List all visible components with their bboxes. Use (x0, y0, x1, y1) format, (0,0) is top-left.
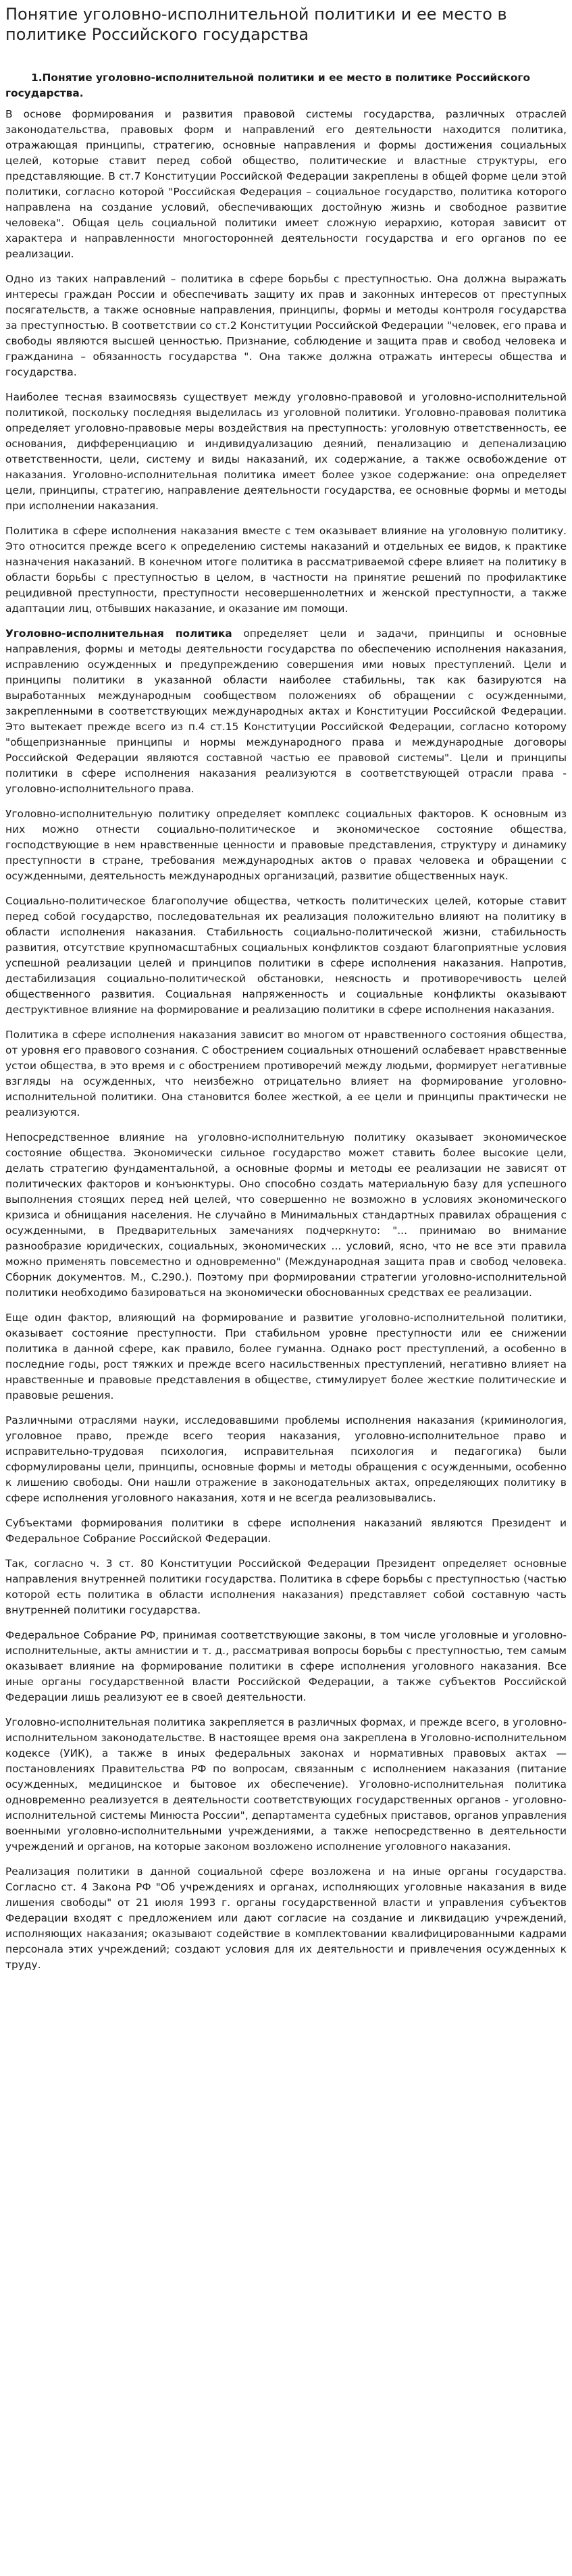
paragraph-text: Реализация политики в данной социальной сфере возложена и на иные органы государства. Согласно ст. 4 Закона РФ "Об учреждениях и органах, исполняющих уголовные наказания в виде лишения свободы" от 21 июля 1993 г. органы государственной власти и управления субъектов Федерации входят с предложением или дают согласие на создание и ликвидацию учреждений, исполняющих наказания; оказывают содействие в комплектовании квалифицированными кадрами персонала этих учреждений; создают условия для их деятельности и привлечения осужденных к труду. (5, 1865, 567, 1971)
paragraph-text: Наиболее тесная взаимосвязь существует между уголовно-правовой и уголовно-исполнительной политикой, поскольку последняя выделилась из уголовной политики. Уголовно-правовая политика определяет уголовно-правовые меры воздействия на преступность: уголовную ответственность, ее основания, дифференциацию и индивидуализацию деяний, пенализацию и депенализацию ответственности, цели, систему и виды наказаний, их содержание, а также освобождение от наказания. Уголовно-исполнительная политика имеет более узкое содержание: она определяет цели, принципы, стратегию, направление деятельности государства, ее основные формы и методы при исполнении наказания. (5, 391, 567, 512)
article-body (5, 107, 567, 1973)
paragraph-text: Социально-политическое благополучие общества, четкость политических целей, которые ставит перед собой государство, последовательная их реализация положительно влияют на политику в области исполнения наказания. Стабильность социально-политической жизни, стабильность развития, отсутствие крупномасштабных социальных конфликтов создают благоприятные условия успешной реализации целей и принципов политики в сфере исполнения наказания. Напротив, дестабилизация социально-политической обстановки, неясность и противоречивость целей общественного развития. Социальная напряженность и социальные конфликты оказывают деструктивное влияние на формирование и реализацию политики в сфере исполнения наказания. (5, 895, 567, 1016)
paragraph (5, 107, 567, 262)
paragraph (5, 894, 567, 1018)
paragraph-text: Так, согласно ч. 3 ст. 80 Конституции Российской Федерации Президент определяет основные направления внутренней политики государства. Политика в сфере борьбы с преступностью (частью которой есть политика в области исполнения наказания) представляет собой составную часть внутренней политики государства. (5, 1557, 567, 1616)
paragraph-text: Политика в сфере исполнения наказания зависит во многом от нравственного состояния общества, от уровня его правового сознания. С обострением социальных отношений ослабевает нравственные устои общества, в это время и с обострением противоречий между людьми, формирует негативные взгляды на осужденных, что неизбежно отрицательно влияет на формирование уголовно-исполнительной политики. Она становится более жесткой, а ее цели и принципы практически не реализуются. (5, 1029, 567, 1118)
section-heading: 1.Понятие уголовно-исполнительной политики и ее место в политике Российского государства. (5, 72, 531, 99)
paragraph (5, 626, 567, 797)
paragraph-text: Уголовно-исполнительная политика закрепляется в различных формах, и прежде всего, в уголовно-исполнительном законодательстве. В настоящее время она закреплена в Уголовно-исполнительном кодексе (УИК), а также в иных федеральных законах и нормативных правовых актах — постановлениях Правительства РФ по вопросам, связанным с исполнением наказания (питание осужденных, медицинское и бытовое их обеспечение). Уголовно-исполнительная политика одновременно реализуется в деятельности соответствующих государственных органов - уголовно-исполнительной системы Минюста России", департамента судебных приставов, органов управления военными уголовно-исполнительными учреждениями, а также непосредственно в деятельности учреждений и органов, на которые законом возложено исполнение уголовного наказания. (5, 1716, 567, 1853)
paragraph (5, 523, 567, 617)
paragraph (5, 1130, 567, 1301)
paragraph (5, 272, 567, 380)
paragraph-text: определяет цели и задачи, принципы и основные направления, формы и методы деятельности государства по обеспечению исполнения наказания, исправлению осужденных и предупреждению совершения ими новых преступлений. Цели и принципы политики в указанной области наиболее стабильны, так как базируются на выработанных международным сообществом положениях об обращении с осужденными, закрепленными в соответствующих международных актах и Конституции Российской Федерации. Это вытекает прежде всего из п.4 ст.15 Конституции Российской Федерации, согласно которому "общепризнанные принципы и нормы международного права и международные договоры Российской Федерации являются составной частью ее правовой системы". Цели и принципы политики в сфере исполнения наказания реализуются в соответствующей отрасли права - уголовно-исполнительного права. (5, 627, 567, 795)
paragraph-text: Субъектами формирования политики в сфере исполнения наказаний являются Президент и Федеральное Собрание Российской Федерации. (5, 1517, 567, 1545)
paragraph (5, 1310, 567, 1403)
paragraph-text: В основе формирования и развития правовой системы государства, различных отраслей законодательства, правовых форм и направлений его деятельности находится политика, отражающая принципы, стратегию, основные направления и формы достижения социальных целей, которые ставит перед собой общество, политические и властные структуры, его представляющие. В ст.7 Конституции Российской Федерации закреплены в общей форме цели этой политики, согласно которой "Российская Федерация – социальное государство, политика которого направлена на создание условий, обеспечивающих достойную жизнь и свободное развитие человека". Общая цель социальной политики имеет сложную иерархию, которая зависит от характера и направленности многосторонней деятельности государства и его органов по ее реализации. (5, 108, 567, 260)
paragraph (5, 1516, 567, 1547)
paragraph-text: Федеральное Собрание РФ, принимая соответствующие законы, в том числе уголовные и уголовно-исполнительные, акты амнистии и т. д., рассматривая вопросы борьбы с преступностью, тем самым оказывает влияние на формирование политики в сфере исполнения уголовного наказания. Все иные органы государственной власти Российской Федерации, а также субъектов Российской Федерации лишь реализуют ее в своей деятельности. (5, 1629, 567, 1703)
paragraph (5, 1556, 567, 1618)
paragraph-lead-term: Уголовно-исполнительная политика (5, 627, 232, 640)
paragraph (5, 1628, 567, 1705)
paragraph-text: Еще один фактор, влияющий на формирование и развитие уголовно-исполнительной политики, оказывает состояние преступности. При стабильном уровне преступности или ее снижении политика в данной сфере, как правило, более гуманна. Однако рост преступлений, а особенно в последние годы, рост тяжких и прежде всего насильственных преступлений, негативно влияет на нравственные и правовые представления в обществе, стимулирует более жесткие политические и правовые решения. (5, 1312, 567, 1401)
paragraph (5, 1027, 567, 1120)
paragraph-text: Непосредственное влияние на уголовно-исполнительную политику оказывает экономическое состояние общества. Экономически сильное государство может ставить более высокие цели, делать стратегию фундаментальной, а основные формы и методы ее реализации не зависят от политических факторов и конъюнктуры. Оно способно создать материальную базу для успешного выполнения стоящих перед ней целей, что совершенно не возможно в условиях экономического кризиса и обнищания населения. Не случайно в Минимальных стандартных правилах обращения с осужденными, в Предварительных замечаниях подчеркнуто: "... принимаю во внимание разнообразие юридических, социальных, экономических ... условий, ясно, что не все эти правила можно применять повсеместно и одновременно" (Международная защита прав и свобод человека. Сборник документов. М., С.290.). Поэтому при формировании стратегии уголовно-исполнительной политики необходимо базироваться на экономически обоснованных средствах ее реализации. (5, 1131, 567, 1299)
paragraph (5, 1715, 567, 1855)
paragraph-text: Политика в сфере исполнения наказания вместе с тем оказывает влияние на уголовную политику. Это относится прежде всего к определению системы наказаний и отдельных ее видов, к практике назначения наказаний. В конечном итоге политика в рассматриваемой сфере влияет на политику в области борьбы с преступностью в целом, в частности на принятие решений по профилактике рецидивной преступности, преступности несовершеннолетних и женской преступности, а также адаптации лиц, отбывших наказание, и оказание им помощи. (5, 525, 567, 615)
paragraph-text: Различными отраслями науки, исследовавшими проблемы исполнения наказания (криминология, уголовное право, прежде всего теория наказания, уголовно-исполнительное право и исправительно-трудовая психология, исправительная психология и педагогика) были сформулированы цели, принципы, основные формы и методы обращения с осужденными, особенно к лишению свободы. Они нашли отражение в законодательных актах, определяющих политику в сфере исполнения уголовного наказания, хотя и не всегда реализовывались. (5, 1414, 567, 1504)
page-title: Понятие уголовно-исполнительной политики и ее место в политике Российского государства (5, 5, 507, 44)
paragraph (5, 1413, 567, 1506)
paragraph (5, 1864, 567, 1973)
paragraph (5, 806, 567, 884)
paragraph (5, 390, 567, 514)
paragraph-text: Одно из таких направлений – политика в сфере борьбы с преступностью. Она должна выражать интересы граждан России и обеспечивать защиту их прав и законных интересов от преступных посягательств, а также основные направления, принципы, формы и методы контроля государства за преступностью. В соответствии со ст.2 Конституции Российской Федерации "человек, его права и свободы являются высшей ценностью. Признание, соблюдение и защита прав и свобод человека и гражданина – обязанность государства ". Она также должна отражать интересы общества и государства. (5, 273, 567, 378)
paragraph-text: Уголовно-исполнительную политику определяет комплекс социальных факторов. К основным из них можно отнести социально-политическое и экономическое состояние общества, господствующие в нем нравственные ценности и правовые представления, структуру и динамику преступности в стране, требования международных актов о правах человека и обращении с осужденными, деятельность международных организаций, развитие общественных наук. (5, 808, 567, 882)
